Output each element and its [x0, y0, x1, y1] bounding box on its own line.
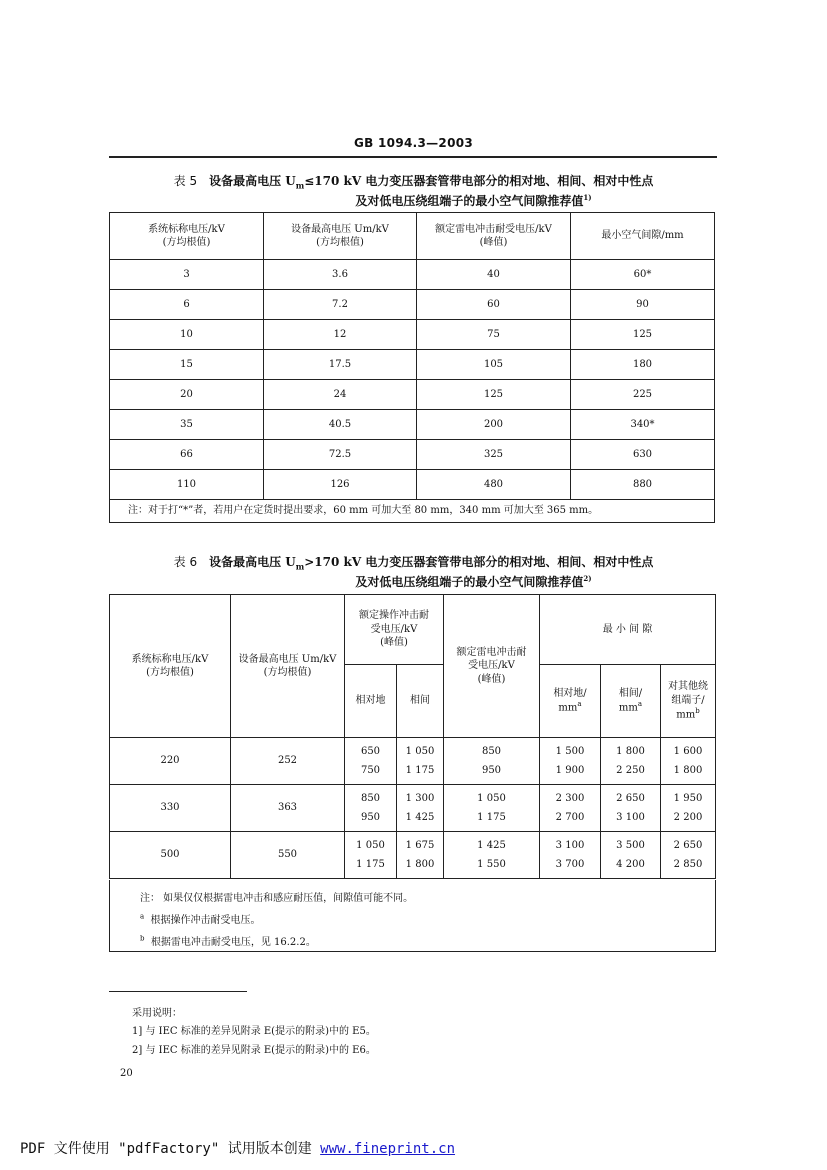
- table5-cell: 17.5: [264, 350, 417, 380]
- table5-cell: 40: [417, 260, 571, 290]
- table5-cell: 325: [417, 440, 571, 470]
- table6-header-clr-other: 对其他绕 组端子/ $mm^b$: [661, 665, 716, 738]
- table6-label: 表 6: [173, 555, 198, 569]
- table6-cell-ce: 3 100 3 700: [540, 832, 601, 879]
- table6-cell-li: 850 950: [444, 738, 540, 785]
- table5-cell: 480: [417, 470, 571, 500]
- table5-row: [110, 290, 715, 320]
- table5-row: [110, 380, 715, 410]
- table6-note-main: 注： 如果仅仅根据雷电冲击和感应耐压值，间隙值可能不同。: [140, 893, 414, 904]
- table5-cell: 630: [571, 440, 715, 470]
- table5-cell: 75: [417, 320, 571, 350]
- table5-note: 注：对于打“*”者，若用户在定货时提出要求，60 mm 可加大至 80 mm，340 mm 可加大至 365 mm。: [110, 500, 715, 523]
- table5-row: [110, 410, 715, 440]
- table6-cell-pe: 1 050 1 175: [345, 832, 397, 879]
- table5-cell: 125: [417, 380, 571, 410]
- table5-cell: 15: [110, 350, 264, 380]
- table5-cell: 66: [110, 440, 264, 470]
- table5-cell: 3.6: [264, 260, 417, 290]
- table5-cell: 20: [110, 380, 264, 410]
- table6-cell-co: 1 600 1 800: [661, 738, 716, 785]
- pdf-banner: PDF 文件使用 "pdfFactory" 试用版本创建 www.fineprint.cn: [20, 1141, 456, 1157]
- table5-row: [110, 470, 715, 500]
- table6-cell-cp: 2 650 3 100: [601, 785, 661, 832]
- table6-header-row: [110, 595, 716, 665]
- table5-header-cell: 设备最高电压 Um/kV (方均根值): [264, 213, 417, 260]
- table6-cell-co: 2 650 2 850: [661, 832, 716, 879]
- table6-header-system: 系统标称电压/kV (方均根值): [110, 595, 231, 738]
- footnote-separator: [109, 991, 247, 992]
- table5-cell: 72.5: [264, 440, 417, 470]
- table6-header-clearance: 最 小 间 隙: [540, 595, 716, 665]
- table6-cell-system: 330: [110, 785, 231, 832]
- pdf-banner-link[interactable]: www.fineprint.cn: [320, 1141, 456, 1157]
- table6-cell-pe: 850 950: [345, 785, 397, 832]
- table5-cell: 126: [264, 470, 417, 500]
- table6-header-switching: 额定操作冲击耐 受电压/kV (峰值): [345, 595, 444, 665]
- table5-cell: 35: [110, 410, 264, 440]
- table5-cell: 125: [571, 320, 715, 350]
- footnote-item: 1] 与 IEC 标准的差异见附录 E(提示的附录)中的 E5。: [132, 1026, 376, 1037]
- table5-cell: 225: [571, 380, 715, 410]
- table5-cell: 60*: [571, 260, 715, 290]
- table6-cell-ce: 1 500 1 900: [540, 738, 601, 785]
- table6-header-clr-earth: 相对地/ $mm^a$: [540, 665, 601, 738]
- table5: [109, 212, 715, 523]
- table6-cell-co: 1 950 2 200: [661, 785, 716, 832]
- table6-cell-equip: 550: [231, 832, 345, 879]
- table5-cell: 6: [110, 290, 264, 320]
- footnote-item: 2] 与 IEC 标准的差异见附录 E(提示的附录)中的 E6。: [132, 1045, 376, 1056]
- table6-header-clr-phase: 相间/ $mm^a$: [601, 665, 661, 738]
- table6-cell-li: 1 050 1 175: [444, 785, 540, 832]
- table5-cell: 7.2: [264, 290, 417, 320]
- table6-caption-line1: 表 6 设备最高电压 $U_m>170$ kV 电力变压器套管带电部分的相对地、相间、相对中性点: [173, 555, 654, 572]
- table6-cell-pe: 650 750: [345, 738, 397, 785]
- table6-cell-pp: 1 050 1 175: [397, 738, 444, 785]
- table6-row: [110, 832, 716, 879]
- table6-cell-ce: 2 300 2 700: [540, 785, 601, 832]
- table6-cell-pp: 1 300 1 425: [397, 785, 444, 832]
- table5-cell: 200: [417, 410, 571, 440]
- standard-id: GB 1094.3—2003: [353, 136, 474, 150]
- table5-label: 表 5: [173, 174, 198, 188]
- table5-header-cell: 额定雷电冲击耐受电压/kV (峰值): [417, 213, 571, 260]
- table5-row: [110, 440, 715, 470]
- table5-cell: 60: [417, 290, 571, 320]
- table5-cell: 24: [264, 380, 417, 410]
- table6-cell-li: 1 425 1 550: [444, 832, 540, 879]
- table5-cell: 340*: [571, 410, 715, 440]
- table6-cell-equip: 363: [231, 785, 345, 832]
- table5-cell: 90: [571, 290, 715, 320]
- table6-header-phase-phase: 相间: [397, 665, 444, 738]
- table6-note-a: $^a$ 根据操作冲击耐受电压。: [140, 912, 261, 926]
- table5-cell: 880: [571, 470, 715, 500]
- table6-note-b: $^b$ 根据雷电冲击耐受电压，见 16.2.2。: [140, 934, 316, 948]
- table5-row: [110, 350, 715, 380]
- table6-cell-cp: 3 500 4 200: [601, 832, 661, 879]
- table5-header-cell: 最小空气间隙/mm: [571, 213, 715, 260]
- table6-header-lightning: 额定雷电冲击耐 受电压/kV (峰值): [444, 595, 540, 738]
- table6-header-phase-earth: 相对地: [345, 665, 397, 738]
- page-number: 20: [120, 1068, 133, 1079]
- table5-cell: 10: [110, 320, 264, 350]
- table5-row: [110, 320, 715, 350]
- table5-cell: 40.5: [264, 410, 417, 440]
- table6-cell-system: 220: [110, 738, 231, 785]
- table6-cell-equip: 252: [231, 738, 345, 785]
- table6-notes: [109, 880, 716, 952]
- table5-row: [110, 260, 715, 290]
- table6-header-equip: 设备最高电压 Um/kV (方均根值): [231, 595, 345, 738]
- table6-cell-pp: 1 675 1 800: [397, 832, 444, 879]
- table6-cell-cp: 1 800 2 250: [601, 738, 661, 785]
- table6-caption-line2: 及对低电压绕组端子的最小空气间隙推荐值$^{2)}$: [355, 574, 592, 589]
- table5-header-row: [110, 213, 715, 260]
- table5-header-cell: 系统标称电压/kV (方均根值): [110, 213, 264, 260]
- table5-cell: 105: [417, 350, 571, 380]
- header-rule: [109, 156, 717, 158]
- table5-note-row: [110, 500, 715, 523]
- footnote-heading: 采用说明：: [132, 1008, 182, 1019]
- table5-caption-line2: 及对低电压绕组端子的最小空气间隙推荐值$^{1)}$: [355, 193, 592, 208]
- table6: [109, 594, 716, 879]
- table5-caption-line1: 表 5 设备最高电压 $U_m\le 170$ kV 电力变压器套管带电部分的相对地、相间、相对中性点: [173, 174, 654, 191]
- table5-cell: 3: [110, 260, 264, 290]
- table6-row: [110, 785, 716, 832]
- table6-cell-system: 500: [110, 832, 231, 879]
- table6-row: [110, 738, 716, 785]
- table5-cell: 12: [264, 320, 417, 350]
- table5-cell: 110: [110, 470, 264, 500]
- table5-cell: 180: [571, 350, 715, 380]
